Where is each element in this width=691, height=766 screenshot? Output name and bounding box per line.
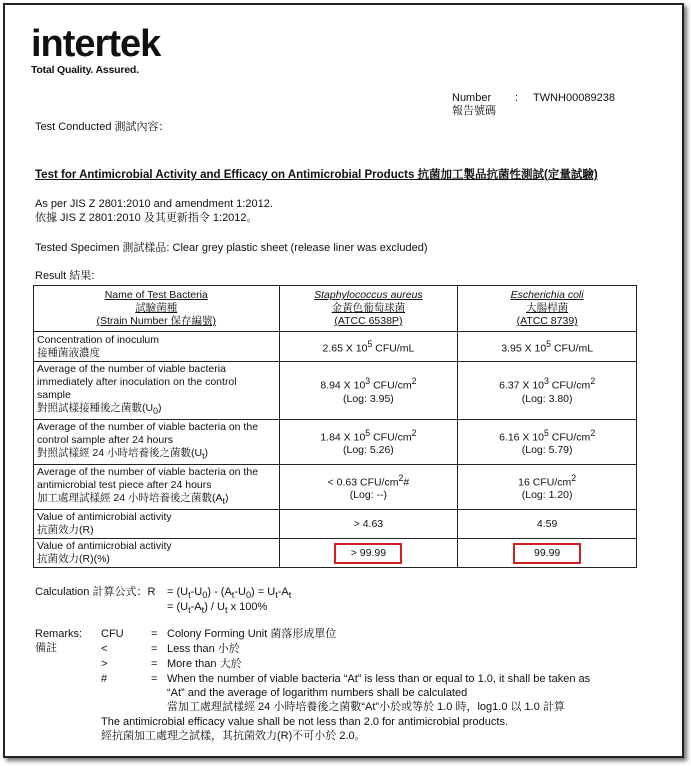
remark-final-zh: 經抗菌加工處理之試樣，其抗菌效力(R)不可小於 2.0。	[101, 730, 366, 742]
calc-sub: t	[188, 605, 191, 616]
value-exp: 2	[590, 427, 596, 438]
remark-equals: =	[151, 628, 158, 640]
header-line: (Strain Number 保存編號)	[96, 315, 217, 327]
standard-zh: 依據 JIS Z 2801:2010 及其更新指令 1:2012。	[35, 212, 258, 224]
remark-continuation-zh: 當加工處理試樣經 24 小時培養後之菌數“At”小於或等於 1.0 時，log1.0 以 1.0 計算	[167, 701, 565, 713]
remark-text: When the number of viable bacteria “At” is less than or equal to 1.0, it shall be taken as	[167, 673, 591, 685]
label-line: 抗菌效力(R)	[37, 524, 94, 537]
row-label	[34, 510, 280, 539]
label-text: 對照試樣經 24 小時培養後之菌數(U	[37, 447, 203, 460]
row-label	[34, 465, 280, 510]
value-unit: CFU/cm	[370, 379, 412, 392]
test-title: Test for Antimicrobial Activity and Efficacy on Antimicrobial Products 抗菌加工製品抗菌性測試(定量試驗)	[35, 169, 598, 181]
value-line	[461, 472, 633, 490]
standard-en: As per JIS Z 2801:2010 and amendment 1:2012.	[35, 198, 273, 210]
calc-text: -A	[190, 601, 202, 613]
value-exp: 5	[367, 338, 373, 349]
calc-text: ) = U	[251, 586, 276, 598]
value-log: (Log: 5.26)	[343, 444, 394, 457]
value-ecoli	[458, 465, 637, 510]
label-line: antimicrobial test piece after 24 hours	[37, 479, 212, 492]
value-ecoli	[458, 362, 637, 420]
calc-sub: t	[288, 590, 292, 601]
value-line	[461, 427, 633, 445]
report-number-separator: :	[515, 92, 519, 104]
calc-text: x 100%	[227, 601, 268, 613]
calc-text: -U	[234, 586, 246, 598]
calc-sub: 0	[202, 590, 208, 601]
value-text: 2.65 X 10	[322, 342, 368, 355]
remark-text: More than 大於	[167, 658, 242, 670]
intertek-logo	[31, 25, 160, 76]
value-text: < 0.63 CFU/cm	[327, 476, 399, 489]
document-frame	[3, 3, 684, 758]
value-unit: CFU/mL	[372, 342, 415, 355]
value-staph	[279, 465, 458, 510]
tested-specimen: Tested Specimen 測試樣品: Clear grey plastic sheet (release liner was excluded)	[35, 242, 428, 254]
label-line: 接種菌液濃度	[37, 346, 100, 359]
header-test-bacteria	[34, 286, 280, 332]
label-line	[37, 402, 276, 418]
value-exp: 3	[544, 376, 549, 387]
value-unit: #	[403, 476, 410, 489]
value-staph: > 4.63	[279, 510, 458, 539]
calc-text: = (U	[167, 586, 189, 598]
table-row	[34, 332, 637, 362]
header-line: (ATCC 8739)	[516, 315, 578, 327]
calc-text: -U	[190, 586, 203, 598]
label-line: Concentration of inoculum	[37, 333, 159, 346]
table-row	[34, 510, 637, 539]
row-label	[34, 539, 280, 568]
header-line: Escherichia coli	[510, 289, 584, 301]
label-line: Value of antimicrobial activity	[37, 540, 172, 553]
label-line: control sample after 24 hours	[37, 434, 173, 447]
value-unit: CFU/mL	[551, 342, 594, 355]
row-label	[34, 362, 280, 420]
value-log: (Log: 5.79)	[521, 444, 573, 457]
value-line	[461, 375, 633, 393]
value-unit: CFU/cm	[548, 379, 591, 392]
calculation-line2	[167, 600, 267, 617]
table-row	[34, 539, 637, 568]
logo-wordmark: intertek	[31, 23, 161, 65]
remark-final-en: The antimicrobial efficacy value shall be not less than 2.0 for antimicrobial products.	[101, 716, 509, 728]
calc-sub: 0	[245, 590, 252, 601]
value-staph	[279, 539, 458, 568]
value-line	[283, 375, 455, 393]
label-sub: 0	[153, 406, 158, 417]
report-page	[5, 5, 682, 756]
header-line: 試驗菌種	[135, 302, 178, 314]
value-exp: 5	[365, 427, 371, 438]
label-text: 對照試樣接種後之菌數(U	[37, 402, 154, 414]
report-number-label: Number	[452, 92, 492, 104]
header-staph	[279, 286, 458, 332]
table-row	[34, 465, 637, 510]
calc-text: -A	[277, 586, 289, 598]
label-line: immediately after inoculation on the control	[37, 376, 237, 388]
test-conducted-label: Test Conducted 測試內容：	[35, 121, 170, 133]
value-text: 8.94 X 10	[320, 379, 366, 392]
remark-symbol: CFU	[101, 628, 124, 640]
value-ecoli: 4.59	[458, 510, 637, 539]
remark-symbol: #	[101, 673, 108, 685]
value-log: (Log: 1.20)	[521, 489, 573, 502]
value-text: 1.84 X 10	[320, 431, 366, 444]
header-line: Staphylococcus aureus	[314, 289, 423, 301]
calc-sub: t	[201, 605, 205, 616]
value-ecoli	[458, 332, 637, 362]
highlight-box-staph: > 99.99	[334, 543, 402, 564]
label-text: )	[224, 492, 229, 505]
remark-continuation: “At” and the average of logarithm numbers shall be calculated	[167, 687, 468, 699]
value-exp: 5	[544, 427, 549, 438]
label-sub: t	[202, 451, 205, 462]
label-line: Average of the number of viable bacteria on the	[37, 466, 259, 479]
calc-sub: t	[224, 605, 228, 616]
label-text: )	[157, 402, 162, 414]
calc-text: = (U	[167, 601, 189, 613]
value-exp: 2	[411, 376, 417, 387]
report-number-value: TWNH00089238	[533, 92, 615, 104]
table-row	[34, 362, 637, 420]
value-exp: 2	[571, 472, 577, 483]
value-staph	[279, 362, 458, 420]
results-table	[33, 285, 637, 568]
value-exp: 2	[590, 376, 596, 387]
value-ecoli	[458, 539, 637, 568]
remark-equals: =	[151, 658, 158, 670]
value-line	[283, 427, 455, 445]
remarks-label-zh: 備註	[35, 642, 57, 654]
header-line: (ATCC 6538P)	[334, 315, 403, 327]
value-log: (Log: --)	[349, 489, 388, 502]
calc-sub: t	[188, 590, 191, 601]
value-unit: CFU/cm	[370, 431, 412, 444]
value-text: 16 CFU/cm	[518, 476, 572, 489]
label-line: sample	[37, 389, 71, 401]
calc-text: ) / U	[204, 601, 225, 613]
value-exp: 5	[546, 338, 552, 349]
remark-symbol: >	[101, 658, 108, 670]
label-line: Average of the number of viable bacteria	[37, 363, 226, 375]
calc-sub: t	[231, 590, 235, 601]
label-line	[37, 492, 276, 508]
value-text: 6.37 X 10	[499, 379, 545, 392]
value-line	[283, 472, 455, 490]
table-header-row	[34, 286, 637, 332]
table-row	[34, 420, 637, 465]
value-staph	[279, 420, 458, 465]
value-log: (Log: 3.95)	[343, 392, 394, 405]
report-number-label-zh: 報告號碼	[452, 105, 496, 117]
remark-equals: =	[151, 673, 158, 685]
label-line	[37, 447, 276, 463]
header-line: Name of Test Bacteria	[104, 289, 208, 301]
calc-sub: t	[275, 590, 278, 601]
row-label	[34, 420, 280, 465]
header-line: 金黃色葡萄球菌	[331, 302, 406, 314]
remark-text: Less than 小於	[167, 643, 240, 655]
value-exp: 3	[365, 376, 371, 387]
row-label	[34, 332, 280, 362]
label-line: Value of antimicrobial activity	[37, 511, 172, 524]
header-ecoli	[458, 286, 637, 332]
logo-tagline: Total Quality. Assured.	[31, 64, 139, 76]
value-staph	[279, 332, 458, 362]
remark-text: Colony Forming Unit 菌落形成單位	[167, 628, 337, 640]
label-text: )	[204, 447, 209, 460]
result-label: Result 結果:	[35, 270, 95, 282]
highlight-box-ecoli: 99.99	[513, 543, 581, 564]
value-unit: CFU/cm	[548, 431, 591, 444]
value-ecoli	[458, 420, 637, 465]
calculation-label: Calculation 計算公式：R	[35, 586, 156, 598]
value-exp: 2	[411, 427, 417, 438]
label-text: 加工處理試樣經 24 小時培養後之菌數(A	[37, 492, 223, 505]
value-log: (Log: 3.80)	[521, 392, 573, 405]
label-sub: t	[222, 496, 225, 507]
remark-symbol: <	[101, 643, 108, 655]
label-line: 抗菌效力(R)(%)	[37, 553, 110, 566]
remark-equals: =	[151, 643, 158, 655]
value-exp: 2	[398, 472, 404, 483]
calc-text: ) - (A	[207, 586, 232, 598]
header-line: 大腸桿菌	[526, 302, 569, 314]
value-text: 6.16 X 10	[499, 431, 545, 444]
remarks-label: Remarks:	[35, 628, 83, 640]
label-line: Average of the number of viable bacteria on the	[37, 421, 259, 434]
value-text: 3.95 X 10	[501, 342, 547, 355]
